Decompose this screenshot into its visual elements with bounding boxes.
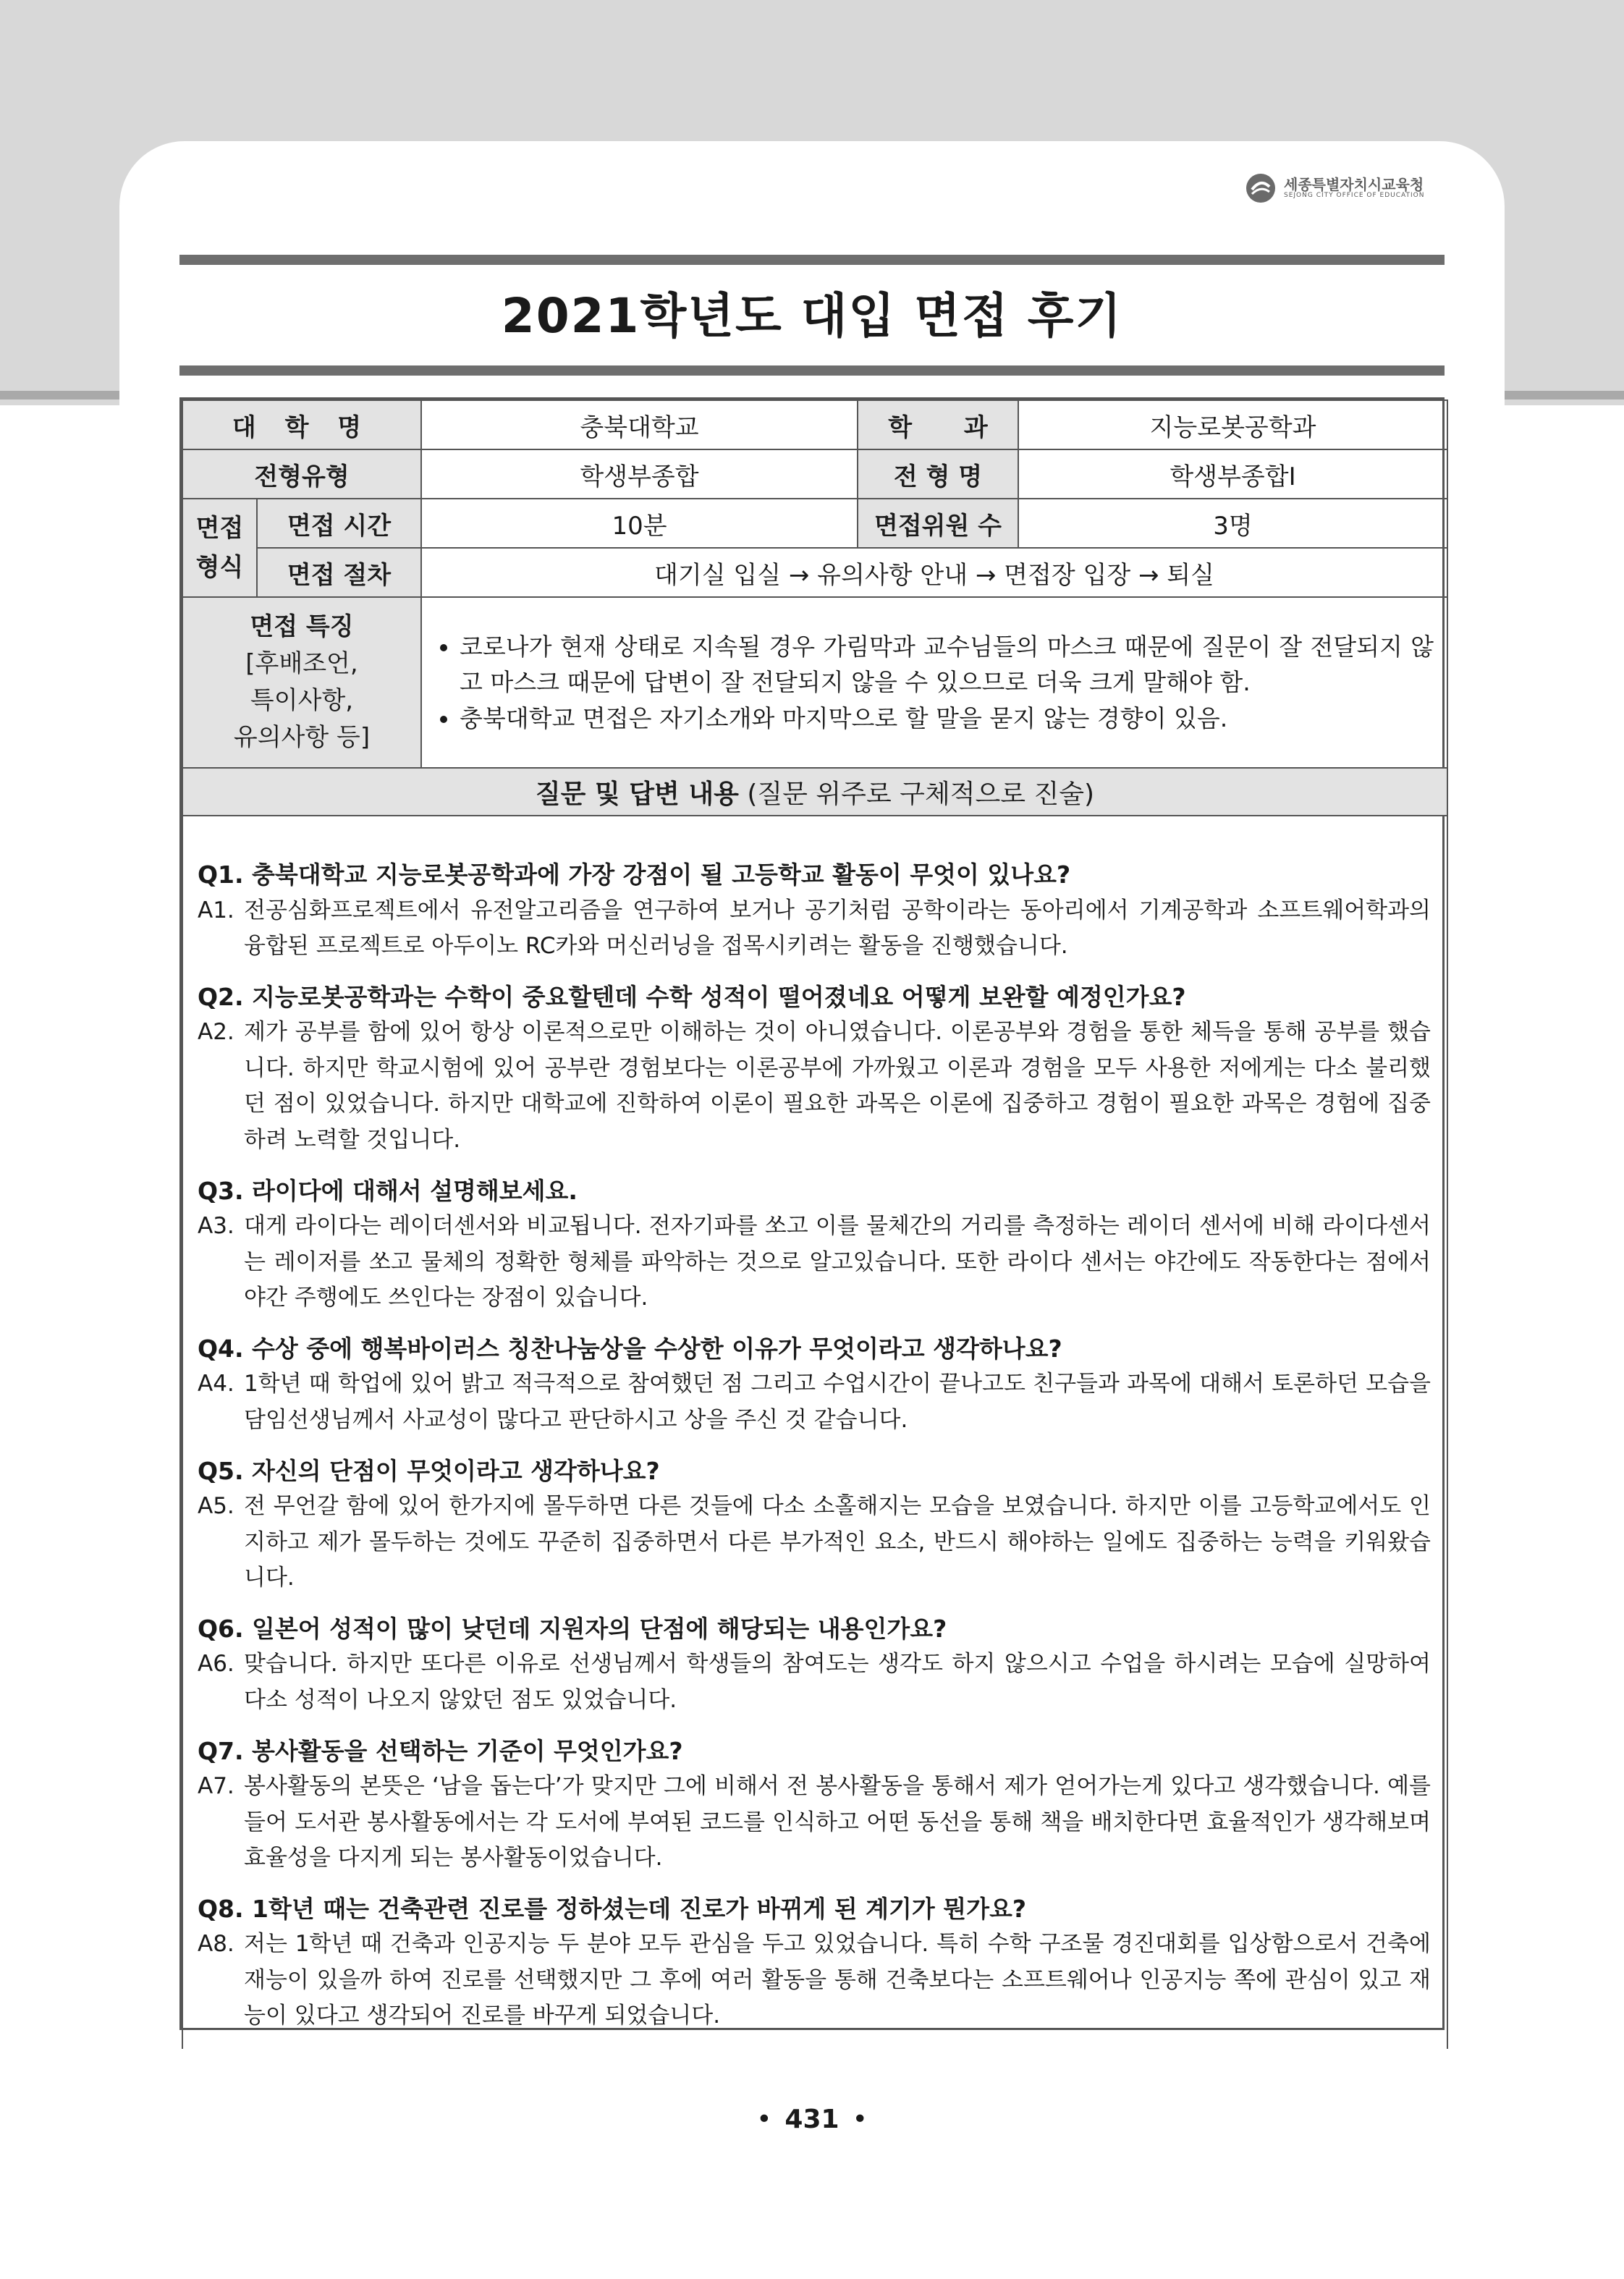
qa-item (198, 1331, 1431, 1439)
answer (198, 1646, 1431, 1718)
left-stripe (0, 391, 119, 399)
admission-type-value: 학생부종합 (421, 449, 858, 499)
review-form (179, 397, 1445, 2030)
interview-info-table (182, 399, 1448, 2049)
feature-item: • 충북대학교 면접은 자기소개와 마지막으로 할 말을 묻지 않는 경향이 있음. (460, 701, 1434, 737)
answer (198, 1015, 1431, 1158)
question: Q5. 자신의 단점이 무엇이라고 생각하나요? (198, 1456, 660, 1485)
answer-label: A5. (198, 1493, 234, 1520)
admission-name-value: 학생부종합Ⅰ (1018, 449, 1447, 499)
interview-procedure-label: 면접 절차 (257, 548, 421, 597)
answer-text: 전 무언갈 함에 있어 한가지에 몰두하면 다른 것들에 다소 소홀해지는 모습을 보였습니다. 하지만 이를 고등학교에서도 인지하고 제가 몰두하는 것에도 꾸준히 집중하면서 다른 부가적인 요소, 반드시 해야하는 일에도 집중하는 능력을 키워왔습니다. (244, 1493, 1431, 1591)
emblem-logo-icon (1245, 172, 1277, 204)
admission-name-label: 전 형 명 (858, 449, 1018, 499)
answer-text: 대게 라이다는 레이더센서와 비교됩니다. 전자기파를 쏘고 이를 물체간의 거리를 측정하는 레이더 센서에 비해 라이다센서는 레이저를 쏘고 물체의 정확한 형체를 파악하는 것으로 알고있습니다. 또한 라이다 센서는 야간에도 작동한다는 점에서 야간 주행에도 쓰인다는 장점이 있습니다. (244, 1213, 1431, 1311)
qa-item (198, 1733, 1431, 1877)
interview-procedure-value: 대기실 입실 → 유의사항 안내 → 면접장 입장 → 퇴실 (421, 548, 1447, 597)
page-number-value: 431 (784, 2105, 840, 2134)
question: Q1. 충북대학교 지능로봇공학과에 가장 강점이 될 고등학교 활동이 무엇이 있나요? (198, 861, 1071, 889)
emblem-korean-name: 세종특별자치시교육청 (1284, 176, 1424, 194)
interview-features-content (421, 597, 1447, 768)
answer-text: 봉사활동의 본뜻은 ‘남을 돕는다’가 맞지만 그에 비해서 전 봉사활동을 통해서 제가 얻어가는게 있다고 생각했습니다. 예를 들어 도서관 봉사활동에서는 각 도서에 부여된 코드를 인식하고 어떤 동선을 통해 책을 배치한다면 효율적인가 생각해보며 효율성을 다지게 되는 봉사활동이었습니다. (244, 1773, 1431, 1872)
features-label-line: 면접 특징 (250, 612, 354, 641)
title-rule-top (179, 255, 1445, 265)
qa-section-header (182, 768, 1447, 816)
features-list (436, 629, 1434, 737)
question: Q4. 수상 중에 행복바이러스 칭찬나눔상을 수상한 이유가 무엇이라고 생각하나요? (198, 1334, 1062, 1363)
answer (198, 1209, 1431, 1316)
office-emblem (1245, 172, 1424, 204)
answer-label: A1. (198, 897, 234, 923)
department-value: 지능로봇공학과 (1018, 400, 1447, 449)
features-label-line: [후배조언, (245, 649, 358, 678)
university-label: 대 학 명 (182, 400, 421, 449)
answer (198, 1366, 1431, 1438)
emblem-english-name: SEJONG CITY OFFICE OF EDUCATION (1284, 192, 1425, 200)
question: Q8. 1학년 때는 건축관련 진로를 정하셨는데 진로가 바뀌게 된 계기가 뭔가요? (198, 1894, 1027, 1923)
answer-label: A4. (198, 1371, 234, 1398)
answer-text: 제가 공부를 함에 있어 항상 이론적으로만 이해하는 것이 아니였습니다. 이론공부와 경험을 통한 체득을 통해 공부를 했습니다. 하지만 학교시험에 있어 공부란 경험보다는 이론공부에 가까웠고 이론과 경험을 모두 사용한 저에게는 다소 불리했던 점이 있었습니다. 하지만 대학교에 진학하여 이론이 필요한 과목은 이론에 집중하고 경험이 필요한 과목은 경험에 집중하려 노력할 것입니다. (244, 1019, 1431, 1153)
bullet-icon: • (852, 2105, 868, 2134)
question: Q7. 봉사활동을 선택하는 기준이 무엇인가요? (198, 1736, 683, 1765)
interviewer-count-value: 3명 (1018, 499, 1447, 548)
qa-item (198, 1453, 1431, 1597)
answer-label: A2. (198, 1019, 234, 1046)
interview-time-value: 10분 (421, 499, 858, 548)
qa-item (198, 979, 1431, 1159)
features-label-line: 유의사항 등] (233, 723, 371, 752)
qa-item (198, 857, 1431, 965)
feature-item: • 코로나가 현재 상태로 지속될 경우 가림막과 교수님들의 마스크 때문에 질문이 잘 전달되지 않고 마스크 때문에 답변이 잘 전달되지 않을 수 있으므로 더욱 크게 말해야 함. (460, 629, 1434, 701)
bullet-icon: • (756, 2105, 772, 2134)
title-rule-bottom (179, 365, 1445, 376)
answer (198, 893, 1431, 965)
qa-header-title: 질문 및 답변 내용 (535, 779, 739, 809)
features-label-line: 특이사항, (250, 686, 354, 715)
answer (198, 1769, 1431, 1877)
page-title: 2021학년도 대입 면접 후기 (501, 288, 1123, 344)
answer-label: A6. (198, 1651, 234, 1678)
qa-header-note: (질문 위주로 구체적으로 진술) (738, 779, 1095, 809)
question: Q3. 라이다에 대해서 설명해보세요. (198, 1176, 578, 1205)
interview-format-label: 면접 형식 (182, 499, 257, 597)
admission-type-label: 전형유형 (182, 449, 421, 499)
answer-text: 맞습니다. 하지만 또다른 이유로 선생님께서 학생들의 참여도는 생각도 하지 않으시고 수업을 하시려는 모습에 실망하여 다소 성적이 나오지 않았던 점도 있었습니다. (244, 1651, 1431, 1713)
right-stripe (1505, 391, 1624, 399)
answer-text: 저는 1학년 때 건축과 인공지능 두 분야 모두 관심을 두고 있었습니다. 특히 수학 구조물 경진대회를 입상함으로서 건축에 재능이 있을까 하여 진로를 선택했지만 그 후에 여러 활동을 통해 건축보다는 소프트웨어나 인공지능 쪽에 관심이 있고 재능이 있다고 생각되어 진로를 바꾸게 되었습니다. (244, 1931, 1431, 2029)
answer-label: A3. (198, 1213, 234, 1240)
interview-features-label (182, 597, 421, 768)
answer-text: 1학년 때 학업에 있어 밝고 적극적으로 참여했던 점 그리고 수업시간이 끝나고도 친구들과 과목에 대해서 토론하던 모습을 담임선생님께서 사교성이 많다고 판단하시고 상을 주신 것 같습니다. (244, 1371, 1431, 1433)
university-value: 충북대학교 (421, 400, 858, 449)
question: Q6. 일본어 성적이 많이 낮던데 지원자의 단점에 해당되는 내용인가요? (198, 1614, 947, 1643)
answer-text: 전공심화프로젝트에서 유전알고리즘을 연구하여 보거나 공기처럼 공학이라는 동아리에서 기계공학과 소프트웨어학과의 융합된 프로젝트로 아두이노 RC카와 머신러닝을 접목시키려는 활동을 진행했습니다. (244, 897, 1431, 960)
question: Q2. 지능로봇공학과는 수학이 중요할텐데 수학 성적이 떨어졌네요 어떻게 보완할 예정인가요? (198, 982, 1186, 1011)
page-number (0, 2105, 1624, 2134)
department-label: 학 과 (858, 400, 1018, 449)
qa-item (198, 1611, 1431, 1719)
answer-label: A7. (198, 1773, 234, 1799)
qa-section-body (182, 816, 1447, 2049)
answer-label: A8. (198, 1931, 234, 1958)
answer (198, 1489, 1431, 1597)
interview-time-label: 면접 시간 (257, 499, 421, 548)
qa-item (198, 1891, 1431, 2034)
interviewer-count-label: 면접위원 수 (858, 499, 1018, 548)
qa-item (198, 1173, 1431, 1316)
answer (198, 1927, 1431, 2034)
